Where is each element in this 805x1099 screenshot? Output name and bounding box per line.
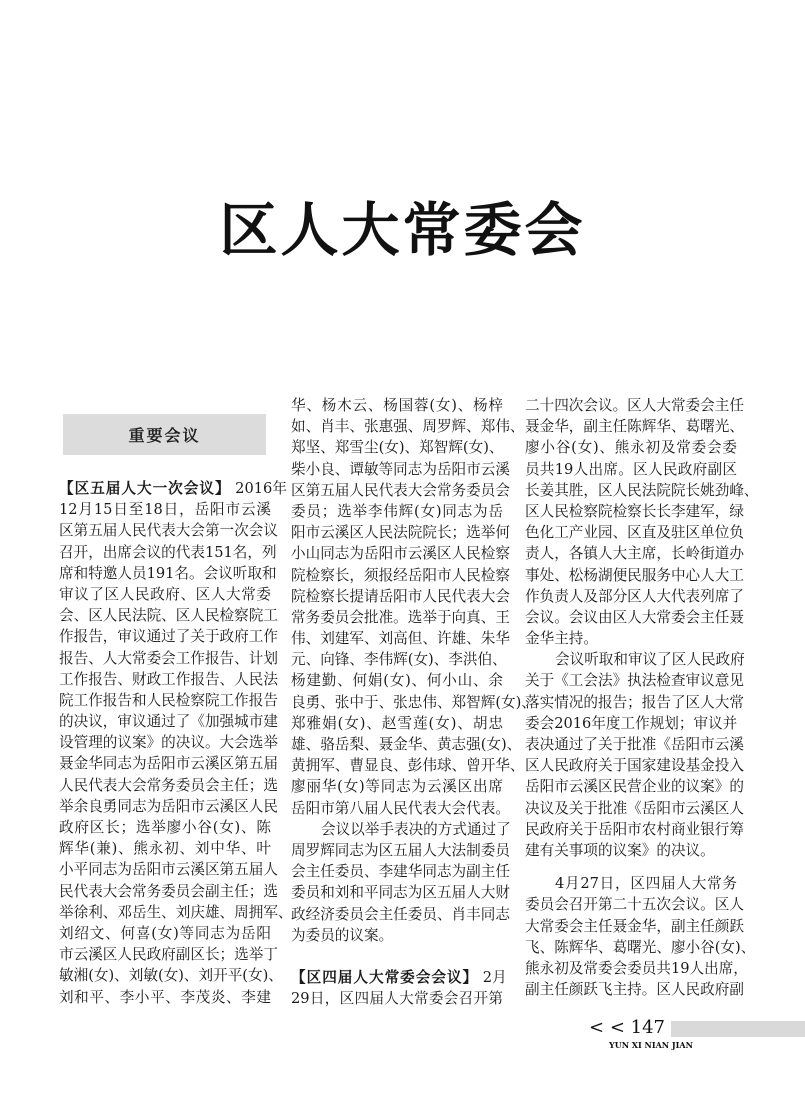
text-line: 12月15日至18日，岳阳市云溪 bbox=[59, 501, 271, 519]
article-heading: 【区五届人大一次会议】 bbox=[59, 480, 231, 497]
text-line: 为委员的议案。 bbox=[291, 926, 394, 944]
article-heading: 【区四届人大常委会会议】 bbox=[291, 969, 479, 987]
text-line: 报告、人大常委会工作报告、计划 bbox=[59, 649, 278, 667]
text-line: 政府区长；选举廖小谷(女)、陈 bbox=[59, 819, 271, 836]
text-line: 伟、刘建军、刘高但、许雄、朱华 bbox=[291, 630, 510, 648]
book-name: YUN XI NIAN JIAN bbox=[609, 1040, 693, 1050]
text-line: 29日，区四届人大常委会召开第 bbox=[291, 990, 503, 1008]
text-line: 作负责人及部分区人大代表列席了 bbox=[525, 587, 744, 605]
text-line: 辉华(兼)、熊永初、刘中华、叶 bbox=[59, 840, 271, 858]
text-line: 的决议，审议通过了《加强城市建 bbox=[59, 713, 278, 731]
text-line: 关于《工会法》执法检查审议意见 bbox=[525, 672, 744, 690]
text-line: 审议了区人民政府、区人大常委 bbox=[59, 585, 271, 603]
text-line: 委员会召开第二十五次会议。区人 bbox=[525, 896, 744, 914]
column-3 bbox=[525, 395, 759, 1000]
text-line: 长姜其胜，区人民法院院长姚劲峰、 bbox=[525, 481, 759, 499]
text-line: 区第五届人民代表大会第一次会议 bbox=[59, 522, 278, 540]
footer-bar bbox=[671, 1021, 805, 1037]
text-line: 民代表大会常务委员会副主任；选 bbox=[59, 882, 278, 900]
text-line: 元、向锋、李伟辉(女)、李洪伯、 bbox=[291, 651, 507, 669]
text-line: 举徐利、邓岳生、刘庆雄、周拥军、 bbox=[59, 903, 293, 921]
text-line: 委员和刘和平同志为区五届人大财 bbox=[291, 884, 510, 902]
text-line: 会议以举手表决的方式通过了 bbox=[321, 820, 511, 838]
text-line: 色化工产业园、区直及驻区单位负 bbox=[525, 524, 744, 542]
text-line: 院检察长，须报经岳阳市人民检察 bbox=[291, 566, 510, 584]
text-line: 作报告，审议通过了关于政府工作 bbox=[59, 628, 278, 646]
text-line: 4月27日，区四届人大常务 bbox=[555, 875, 737, 893]
text-line: 设管理的议案》的决议。大会选举 bbox=[59, 734, 278, 752]
text-line: 决议及关于批准《岳阳市云溪区人 bbox=[525, 799, 744, 817]
text-line: 小山同志为岳阳市云溪区人民检察 bbox=[291, 545, 510, 563]
text-line: 责人，各镇人大主席，长岭街道办 bbox=[525, 545, 744, 563]
text-line: 周罗辉同志为区五届人大法制委员 bbox=[291, 841, 510, 859]
text-line: 落实情况的报告；报告了区人大常 bbox=[525, 693, 744, 711]
text-line: 廖丽华(女)等同志为云溪区出席 bbox=[291, 778, 503, 796]
text-line: 岳阳市第八届人民代表大会代表。 bbox=[291, 799, 510, 817]
page-number: < < 147 bbox=[589, 1017, 665, 1038]
text-line: 杨建勤、何娟(女)、何小山、余 bbox=[291, 672, 503, 690]
text-line: 常务委员会批准。选举于向真、王 bbox=[291, 608, 510, 626]
text-line: 大常委会主任聂金华，副主任颜跃 bbox=[525, 917, 744, 935]
column-1 bbox=[59, 478, 293, 1008]
text-line: 员共19人出席。区人民政府副区 bbox=[525, 460, 737, 478]
text-line: 廖小谷(女)、熊永初及常委会委 bbox=[525, 439, 737, 457]
text-line: 市云溪区人民政府副区长；选举丁 bbox=[59, 946, 278, 964]
text-fragment: 2016年 bbox=[230, 480, 287, 497]
text-line: 委会2016年度工作规划；审议并 bbox=[525, 714, 738, 732]
text-line bbox=[59, 478, 287, 499]
text-line: 事处、松杨湖便民服务中心人大工 bbox=[525, 566, 744, 584]
text-line: 二十四次会议。区人大常委会主任 bbox=[525, 397, 744, 414]
text-fragment: 2月 bbox=[478, 969, 507, 987]
text-line: 郑雅娟(女)、赵雪莲(女)、胡忠 bbox=[291, 714, 503, 732]
text-line: 会主任委员、李建华同志为副主任 bbox=[291, 863, 510, 881]
text-line: 召开，出席会议的代表151名，列 bbox=[59, 543, 277, 561]
text-line: 刘和平、李小平、李茂炎、李建 bbox=[59, 988, 271, 1006]
text-line: 柴小良、谭敏等同志为岳阳市云溪 bbox=[291, 460, 510, 478]
text-line: 区人民检察院检察长长李建军，绿 bbox=[525, 502, 744, 520]
text-line: 如、肖丰、张惠强、周罗辉、郑伟、 bbox=[291, 418, 525, 436]
text-line: 飞、陈辉华、葛曙光、廖小谷(女)、 bbox=[525, 938, 756, 956]
page-title: 区人大常委会 bbox=[219, 196, 586, 264]
text-line: 政经济委员会主任委员、肖丰同志 bbox=[291, 905, 510, 923]
section-heading: 重要会议 bbox=[128, 426, 201, 445]
text-line: 区人民政府关于国家建设基金投入 bbox=[525, 757, 744, 775]
spacer bbox=[291, 946, 503, 967]
text-line: 聂金华，副主任陈辉华、葛曙光、 bbox=[525, 418, 744, 436]
section-heading-box bbox=[63, 414, 266, 455]
text-line: 郑坚、郑雪尘(女)、郑智辉(女)、 bbox=[291, 439, 504, 457]
text-line: 人民代表大会常务委员会主任；选 bbox=[59, 776, 278, 794]
column-2 bbox=[291, 395, 536, 1009]
text-line bbox=[291, 967, 507, 988]
text-line: 建有关事项的议案》的决议。 bbox=[525, 841, 715, 859]
text-line: 院检察长提请岳阳市人民代表大会 bbox=[291, 587, 510, 605]
text-line: 聂金华同志为岳阳市云溪区第五届 bbox=[59, 755, 278, 773]
text-line: 工作报告、财政工作报告、人民法 bbox=[59, 670, 278, 688]
text-line: 熊永初及常委会委员共19人出席， bbox=[525, 959, 748, 977]
text-line: 副主任颜跃飞主持。区人民政府副 bbox=[525, 981, 744, 999]
text-line: 岳阳市云溪区民营企业的议案》的 bbox=[525, 778, 744, 796]
text-line: 民政府关于岳阳市农村商业银行筹 bbox=[525, 820, 744, 838]
text-line: 会议听取和审议了区人民政府 bbox=[555, 651, 745, 669]
text-line: 席和特邀人员191名。会议听取和 bbox=[59, 564, 277, 582]
text-line: 委员；选举李伟辉(女)同志为岳 bbox=[291, 502, 503, 520]
text-line: 会、区人民法院、区人民检察院工 bbox=[59, 607, 278, 625]
text-line: 雄、骆岳梨、聂金华、黄志强(女)、 bbox=[291, 736, 522, 753]
text-line: 院工作报告和人民检察院工作报告 bbox=[59, 691, 278, 709]
text-line: 良勇、张中于、张忠伟、郑智辉(女)、 bbox=[291, 693, 536, 711]
text-line: 刘绍文、何喜(女)等同志为岳阳 bbox=[59, 924, 271, 942]
text-line: 举余良勇同志为岳阳市云溪区人民 bbox=[59, 797, 278, 815]
text-line: 华、杨木云、杨国蓉(女)、杨梓 bbox=[291, 397, 503, 414]
text-line: 金华主持。 bbox=[525, 630, 598, 648]
text-line: 会议。会议由区人大常委会主任聂 bbox=[525, 608, 744, 626]
text-line: 黄拥军、曹显良、彭伟球、曾开华、 bbox=[291, 757, 525, 775]
text-line: 小平同志为岳阳市云溪区第五届人 bbox=[59, 861, 278, 879]
text-line: 区第五届人民代表大会常务委员会 bbox=[291, 481, 510, 499]
text-line: 敏湘(女)、刘敏(女)、刘开平(女)、 bbox=[59, 967, 283, 985]
text-line: 阳市云溪区人民法院院长；选举何 bbox=[291, 524, 510, 542]
text-line: 表决通过了关于批准《岳阳市云溪 bbox=[525, 736, 744, 753]
